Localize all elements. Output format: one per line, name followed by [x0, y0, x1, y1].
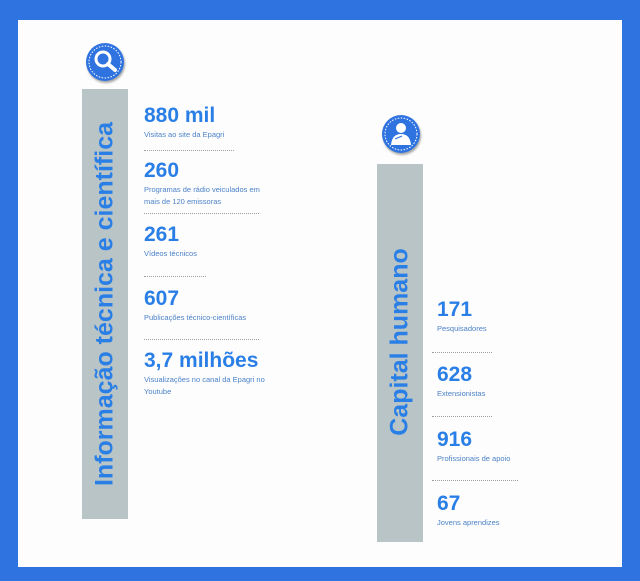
dotted-divider — [432, 416, 492, 417]
stat-value: 916 — [437, 428, 473, 451]
stat-label: Vídeos técnicos — [144, 249, 197, 258]
person-icon — [382, 115, 420, 153]
stat-item — [144, 350, 279, 398]
stat-item — [144, 288, 294, 324]
stat-item — [437, 364, 587, 400]
stat-item — [144, 224, 294, 260]
stat-label: Profissionais de apoio — [437, 454, 511, 463]
stat-label: Pesquisadores — [437, 324, 487, 333]
section-title: Capital humano — [385, 247, 414, 436]
dotted-divider — [144, 276, 206, 277]
stat-value: 3,7 milhões — [144, 349, 259, 372]
section-bar-capital — [377, 164, 423, 542]
stat-item — [144, 160, 272, 208]
dotted-divider — [144, 150, 234, 151]
stat-value: 607 — [144, 287, 180, 310]
section-title: Informação técnica e científica — [90, 121, 119, 487]
dotted-divider — [432, 480, 518, 481]
stat-value: 171 — [437, 298, 473, 321]
stat-value: 260 — [144, 159, 180, 182]
stat-label: Visitas ao site da Epagri — [144, 130, 225, 139]
magnifier-icon — [86, 43, 124, 81]
stat-label: Extensionistas — [437, 389, 486, 398]
stat-item — [437, 429, 587, 465]
dotted-divider — [144, 213, 259, 214]
stat-value: 880 mil — [144, 104, 216, 127]
stat-label: Publicações técnico-científicas — [144, 313, 247, 322]
stat-label: Jovens aprendizes — [437, 518, 500, 527]
stat-item — [144, 105, 294, 141]
stat-value: 67 — [437, 492, 461, 515]
dotted-divider — [432, 352, 492, 353]
stat-label: Visualizações no canal da Epagri no Youtube — [144, 375, 265, 396]
section-bar-informacao — [82, 89, 128, 519]
stat-value: 628 — [437, 363, 473, 386]
stat-value: 261 — [144, 223, 180, 246]
stat-item — [437, 493, 587, 529]
stat-label: Programas de rádio veiculados em mais de 120 emissoras — [144, 185, 260, 206]
dotted-divider — [144, 339, 259, 340]
stat-item — [437, 299, 587, 335]
